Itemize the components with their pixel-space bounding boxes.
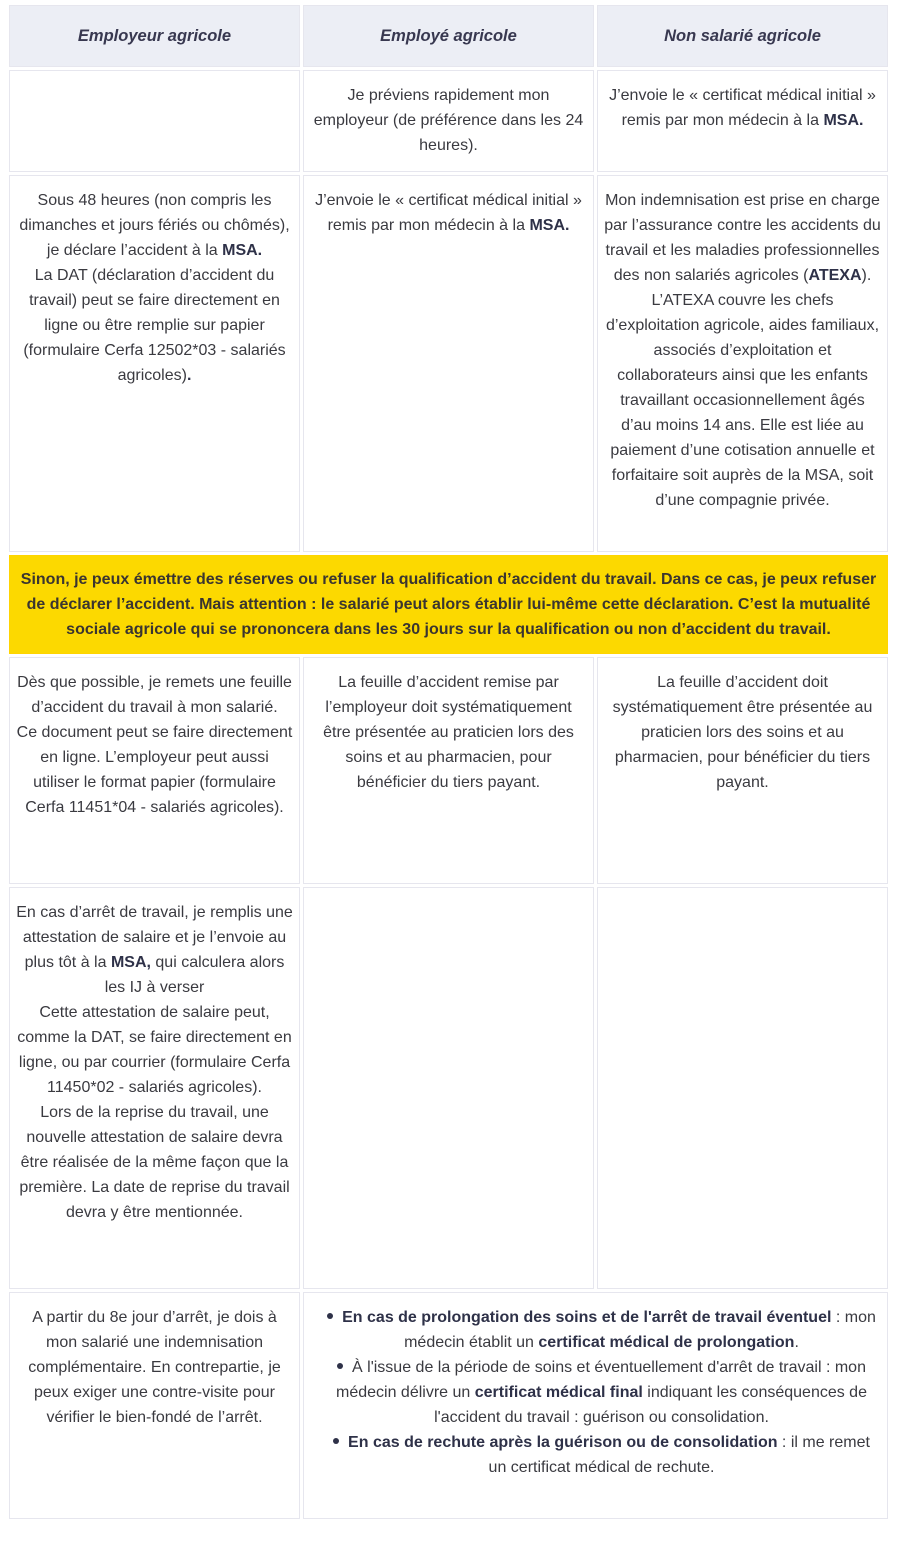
cell-text: Je préviens rapidement mon employeur (de préférence dans les 24 heures). — [303, 70, 594, 172]
cell-text — [597, 70, 888, 172]
highlight-banner: Sinon, je peux émettre des réserves ou refuser la qualification d’accident du travail. Dans ce cas, je peux refuser de déclarer l’accident. Mais attention : le salarié peut alors établir lui-même cette déclaration. C’est la mutualité sociale agricole qui se prononcera dans les 30 jours sur la qualification ou non d’accident du travail. — [9, 555, 888, 654]
cell-bold: MSA. — [823, 112, 864, 129]
cell-text — [9, 175, 300, 552]
cell-bold: certificat médical final — [474, 1384, 643, 1401]
cell-bold: ATEXA — [808, 267, 862, 284]
cell-bold: MSA. — [529, 217, 570, 234]
cell-text-part: En cas d’arrêt de travail, je remplis une attestation de salaire et je l’envoie au plus tôt à la — [16, 904, 293, 971]
bullet-icon — [333, 1438, 339, 1444]
list-item — [322, 1430, 881, 1480]
table-header-row — [9, 5, 888, 67]
header-employe: Employé agricole — [303, 5, 594, 67]
cell-text-part: Cette attestation de salaire peut, comme la DAT, se faire directement en ligne, ou par courrier (formulaire Cerfa 11450*02 - salariés agricoles). — [17, 1004, 292, 1096]
cell-text: La feuille d’accident remise par l’employeur doit systématiquement être présentée au praticien lors des soins et au pharmacien, pour bénéficier du tiers payant. — [303, 657, 594, 884]
cell-text — [597, 175, 888, 552]
highlight-row — [9, 555, 888, 654]
cell-text-part: ). L’ATEXA couvre les chefs d’exploitation agricole, aides familiaux, associés d’exploitation et collaborateurs ainsi que les enfants travaillant occasionnellement âgés d’au moins 14 ans. Elle est liée au paiement d’une cotisation annuelle et forfaitaire soit auprès de la MSA, soit d’une compagnie privée. — [605, 267, 880, 509]
cell-bold: MSA. — [222, 242, 263, 259]
cell-text-part: : mon médecin établit un — [404, 1309, 876, 1351]
header-non-salarie: Non salarié agricole — [597, 5, 888, 67]
cell-empty — [9, 70, 300, 172]
cell-bold: En cas de rechute après la guérison ou de consolidation — [348, 1434, 778, 1451]
cell-bold: certificat médical de prolongation — [538, 1334, 795, 1351]
bullet-list — [322, 1305, 881, 1480]
cell-text-part: La DAT (déclaration d’accident du travail) peut se faire directement en ligne ou être remplie sur papier (formulaire Cerfa 12502*03 - salariés agricoles) — [23, 267, 286, 384]
table-row — [9, 1292, 888, 1519]
cell-text: La feuille d’accident doit systématiquement être présentée au praticien lors des soins et au pharmacien, pour bénéficier du tiers payant. — [597, 657, 888, 884]
cell-text-part: À l'issue de la période de soins et éventuellement d'arrêt de travail : mon médecin délivre un — [336, 1359, 866, 1401]
cell-text-part: J’envoie le « certificat médical initial » remis par mon médecin à la — [609, 87, 876, 129]
table-row — [9, 175, 888, 552]
cell-text-part: Mon indemnisation est prise en charge par l’assurance contre les accidents du travail et les maladies professionnelles des non salariés agricoles ( — [604, 192, 881, 284]
bullet-icon — [337, 1363, 343, 1369]
cell-text-part: Sous 48 heures (non compris les dimanches et jours fériés ou chômés), je déclare l’accident à la — [19, 192, 290, 259]
cell-text-part: . — [794, 1334, 799, 1351]
bullet-icon — [327, 1313, 333, 1319]
table-row — [9, 657, 888, 884]
cell-text-part: J’envoie le « certificat médical initial » remis par mon médecin à la — [315, 192, 582, 234]
cell-text-part: qui calculera alors les IJ à verser — [104, 954, 285, 996]
list-item — [322, 1305, 881, 1355]
list-item — [322, 1355, 881, 1430]
cell-text-part: Ce document peut se faire directement en ligne. L’employeur peut aussi utiliser le format papier (formulaire Cerfa 11451*04 - salariés agricoles). — [16, 724, 293, 816]
cell-text-part: : il me remet un certificat médical de rechute. — [488, 1434, 870, 1476]
header-employeur: Employeur agricole — [9, 5, 300, 67]
accident-table — [6, 2, 891, 1522]
cell-empty — [597, 887, 888, 1289]
cell-text — [303, 175, 594, 552]
cell-bullets — [303, 1292, 888, 1519]
cell-text-part: Lors de la reprise du travail, une nouvelle attestation de salaire devra être réalisée de la même façon que la première. La date de reprise du travail devra y être mentionnée. — [19, 1104, 290, 1221]
cell-text-part: Dès que possible, je remets une feuille d’accident du travail à mon salarié. — [17, 674, 292, 716]
cell-bold: MSA, — [110, 954, 151, 971]
cell-bold: En cas de prolongation des soins et de l'arrêt de travail éventuel — [342, 1309, 832, 1326]
cell-bold: . — [186, 367, 192, 384]
cell-empty — [303, 887, 594, 1289]
cell-text: A partir du 8e jour d’arrêt, je dois à mon salarié une indemnisation complémentaire. En contrepartie, je peux exiger une contre-visite pour vérifier le bien-fondé de l’arrêt. — [9, 1292, 300, 1519]
table-row — [9, 70, 888, 172]
cell-text — [9, 657, 300, 884]
table-row — [9, 887, 888, 1289]
cell-text-part: indiquant les conséquences de l'accident du travail : guérison ou consolidation. — [434, 1384, 867, 1426]
cell-text — [9, 887, 300, 1289]
